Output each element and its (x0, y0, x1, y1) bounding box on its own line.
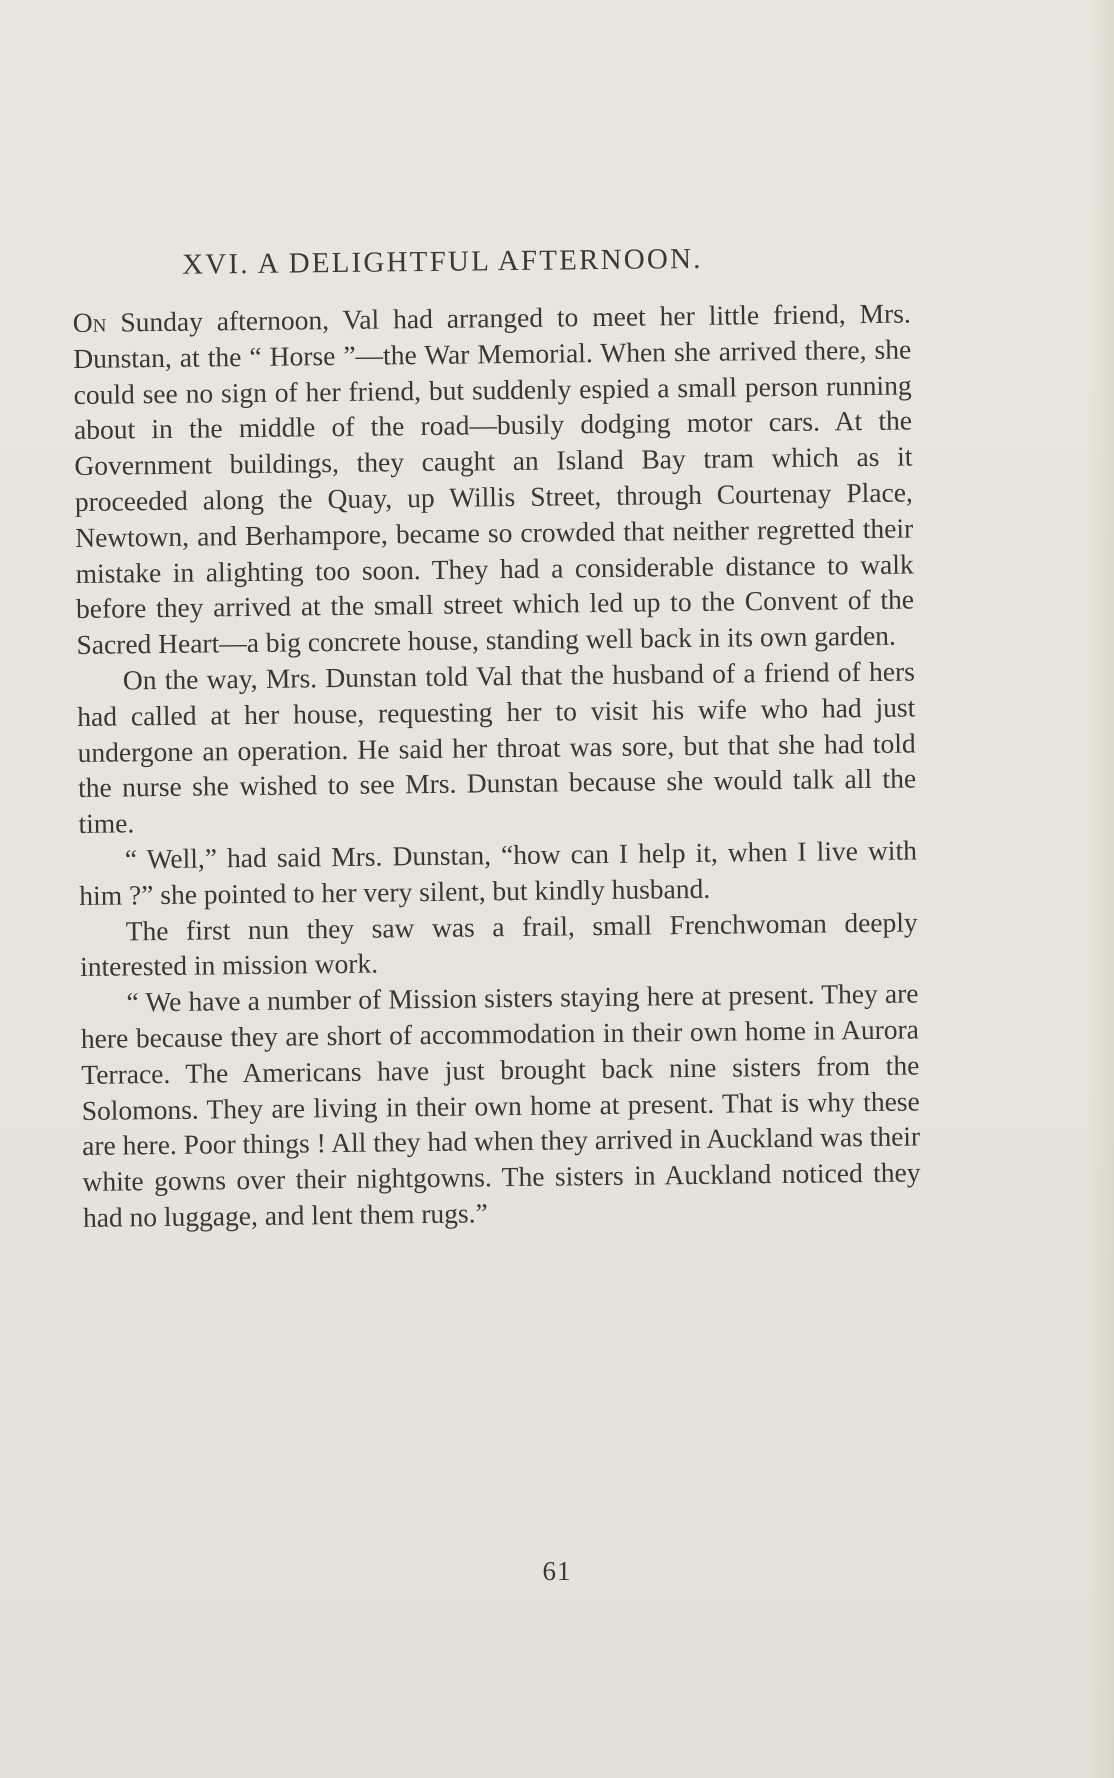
paragraph-1-text: Sunday afternoon, Val had arranged to meet her little friend, Mrs. Dunstan, at the “ Horse ”—the War Memorial. When she arrived there, she could see no sign of her friend, but suddenly espied a small person running about in the middle of the road—busily dodging motor cars. At the Government buildings, they caught an Island Bay tram which as it proceeded along the Quay, up Willis Street, through Courtenay Place, Newtown, and Berhampore, became so crowded that neither regretted their mistake in alighting too soon. They had a considerable distance to walk before they arrived at the small street which led up to the Convent of the Sacred Heart—a big concrete house, standing well back in its own garden. (73, 297, 915, 661)
page-text-block (72, 240, 921, 1235)
paragraph-2: On the way, Mrs. Dunstan told Val that the husband of a friend of hers had called at her house, requesting her to visit his wife who had just undergone an operation. He said her throat was sore, but that she had told the nurse she wished to see Mrs. Dunstan because she would talk all the time. (77, 655, 917, 840)
paragraph-5: “ We have a number of Mission sisters staying here at present. They are here because they are short of accommodation in their own home in Aurora Terrace. The Americans have just brought back nine sisters from the Solomons. They are living in their own home at present. That is why these are here. Poor things ! All they had when they arrived in Auckland was their white gowns over their nightgowns. The sisters in Auckland noticed they had no luggage, and lent them rugs.” (80, 977, 921, 1233)
paragraph-3: “ Well,” had said Mrs. Dunstan, “how can I help it, when I live with him ?” she pointed to her very silent, but kindly husband. (79, 834, 918, 911)
chapter-title: XVI. A DELIGHTFUL AFTERNOON. (181, 242, 703, 281)
page-number: 61 (542, 1556, 572, 1586)
paragraph-1-lead: On (72, 306, 107, 338)
paragraph-1 (73, 295, 915, 662)
paragraph-4: The first nun they saw was a frail, small Frenchwoman deeply interested in mission work. (79, 905, 918, 983)
page-edge-shadow (1088, 0, 1114, 1778)
